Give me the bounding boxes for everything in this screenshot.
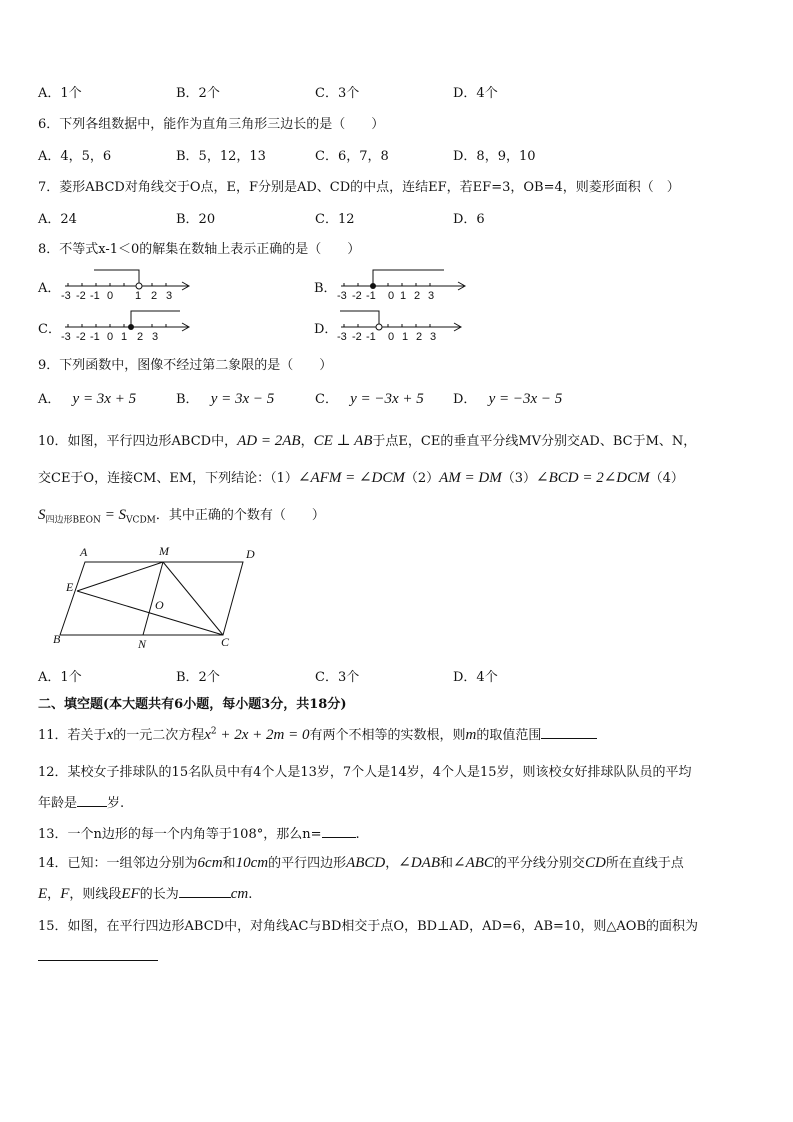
tick-label: -1 <box>366 290 376 302</box>
formula: = S <box>100 507 127 523</box>
option-label: C． <box>315 392 338 407</box>
option-formula: y = −3x + 5 <box>350 391 424 407</box>
q10-stem-line2 <box>38 467 684 487</box>
q15-answer-line <box>38 948 158 965</box>
text: ，则线段 <box>69 887 122 902</box>
q11-stem <box>38 724 597 744</box>
tick-label: 1 <box>121 331 128 343</box>
formula: S <box>38 507 46 523</box>
formula: CD <box>584 855 606 871</box>
formula: ∠BCD = 2∠DCM <box>536 470 650 486</box>
superscript: 2 <box>210 726 217 737</box>
tick-label: -3 <box>337 290 347 302</box>
q5-option-c: C．3个 <box>315 86 360 101</box>
text: 年龄是 <box>38 796 78 811</box>
formula: ∠DAB <box>398 855 440 871</box>
answer-blank <box>38 948 158 961</box>
section-heading: 二、填空题(本大题共有6小题，每小题3分，共18分) <box>38 697 347 712</box>
q12-stem-line1: 12．某校女子排球队的15名队员中有4个人是13岁，7个人是14岁，4个人是15岁，则该校女好排球队队员的平均 <box>38 765 692 780</box>
q8-option-c-label: C． <box>38 322 61 337</box>
tick-label: 0 <box>107 290 114 302</box>
q5-option-b: B．2个 <box>176 86 220 101</box>
formula: cm <box>230 886 249 902</box>
point-label-e: E <box>66 580 74 594</box>
text: ．其中正确的个数有（ ） <box>155 508 325 523</box>
tick-label: -2 <box>352 331 362 343</box>
tick-label: 1 <box>400 290 407 302</box>
text: 的平分线分别交 <box>493 856 585 871</box>
formula: 10cm <box>235 855 269 871</box>
q8-stem: 8．不等式x-1＜0的解集在数轴上表示正确的是（ ） <box>38 242 361 257</box>
q10-stem-line3 <box>38 504 325 526</box>
tick-label: -1 <box>90 290 100 302</box>
formula: E <box>38 886 48 902</box>
formula: EF <box>121 886 140 902</box>
q14-stem-line2 <box>38 883 252 903</box>
q8-number-line-c <box>60 307 200 341</box>
q9-option-d <box>453 388 562 408</box>
formula: F <box>60 886 70 902</box>
text: 和 <box>440 856 454 871</box>
q15-stem: 15．如图，在平行四边形ABCD中，对角线AC与BD相交于点O，BD⊥AD，AD=6，AB=10，则△AOB的面积为 <box>38 919 699 934</box>
text: 和 <box>222 856 236 871</box>
tick-label: -2 <box>352 290 362 302</box>
formula: ∠ABC <box>453 855 494 871</box>
q5-option-d: D．4个 <box>453 86 498 101</box>
q7-option-c: C．12 <box>315 212 355 227</box>
q12-stem-line2 <box>38 792 124 811</box>
tick-label: 0 <box>107 331 114 343</box>
formula: ∠AFM = ∠DCM <box>297 470 405 486</box>
text: 的一元二次方程 <box>113 728 205 743</box>
q6-option-d: D．8，9，10 <box>453 149 536 164</box>
text: 岁. <box>107 796 125 811</box>
q7-option-a: A．24 <box>38 212 77 227</box>
text: 有两个不相等的实数根，则 <box>309 728 466 743</box>
tick-label: 0 <box>388 290 395 302</box>
q7-stem: 7．菱形ABCD对角线交于O点，E，F分别是AD、CD的中点，连结EF，若EF=3，OB=4，则菱形面积（ ） <box>38 180 680 195</box>
formula: CE ⊥ AB <box>313 433 373 449</box>
option-label: A． <box>38 392 61 407</box>
answer-blank <box>541 726 597 739</box>
tick-label: 3 <box>430 331 437 343</box>
formula: x <box>204 727 211 743</box>
tick-label: -2 <box>76 331 86 343</box>
subscript: VCDM <box>126 515 156 526</box>
formula: x <box>106 727 114 743</box>
q7-option-b: B．20 <box>176 212 216 227</box>
q8-number-line-b <box>336 266 476 300</box>
q10-stem-line1 <box>38 430 696 450</box>
formula: AD = 2AB <box>237 433 301 449</box>
option-label: D． <box>453 392 477 407</box>
text: 的取值范围 <box>476 728 542 743</box>
option-label: B． <box>176 392 199 407</box>
text: （3） <box>501 471 537 486</box>
q9-option-c <box>315 388 424 408</box>
tick-label: 1 <box>402 331 409 343</box>
tick-label: 3 <box>152 331 159 343</box>
tick-label: 2 <box>416 331 423 343</box>
point-label-d: D <box>246 547 255 561</box>
q10-parallelogram-figure <box>50 542 270 654</box>
text: （2） <box>404 471 440 486</box>
q8-number-line-d <box>336 307 476 341</box>
tick-label: -3 <box>61 290 71 302</box>
tick-label: -2 <box>76 290 86 302</box>
point-label-n: N <box>138 637 147 651</box>
tick-label: -1 <box>90 331 100 343</box>
q6-option-b: B．5，12，13 <box>176 149 266 164</box>
point-label-a: A <box>80 545 88 559</box>
text: 交CE于O，连接CM、EM，下列结论：（1） <box>38 471 298 486</box>
option-formula: y = 3x − 5 <box>210 391 275 407</box>
q8-option-d-label: D． <box>314 322 338 337</box>
q6-option-c: C．6，7，8 <box>315 149 389 164</box>
q8-number-line-a <box>60 266 200 300</box>
point-label-b: B <box>53 632 61 646</box>
text: 的长为 <box>139 887 179 902</box>
text: 10．如图，平行四边形ABCD中， <box>38 434 238 449</box>
text: 14．已知：一组邻边分别为 <box>38 856 198 871</box>
text: 所在直线于点 <box>605 856 684 871</box>
answer-blank <box>322 825 356 838</box>
text: 的平行四边形 <box>268 856 347 871</box>
subscript: 四边形BEON <box>45 515 101 526</box>
q14-stem-line1 <box>38 852 684 872</box>
q8-option-b-label: B． <box>314 281 337 296</box>
tick-label: 2 <box>151 290 158 302</box>
text: 于点E，CE的垂直平分线MV分别交AD、BC于M、N， <box>372 434 697 449</box>
tick-label: 0 <box>388 331 395 343</box>
formula: 6cm <box>197 855 223 871</box>
option-formula: y = 3x + 5 <box>72 391 137 407</box>
text: ， <box>47 887 61 902</box>
tick-label: 2 <box>414 290 421 302</box>
text: ， <box>300 434 314 449</box>
point-label-m: M <box>159 544 169 558</box>
text: 11．若关于 <box>38 728 107 743</box>
q8-option-a-label: A． <box>38 281 61 296</box>
tick-label: 3 <box>428 290 435 302</box>
tick-label: -3 <box>61 331 71 343</box>
formula: AM = DM <box>439 470 502 486</box>
text: ， <box>385 856 399 871</box>
tick-label: -1 <box>366 331 376 343</box>
q13-stem <box>38 823 360 842</box>
point-label-o: O <box>155 598 164 612</box>
formula: + 2x + 2m = 0 <box>216 727 310 743</box>
q9-option-a <box>38 388 136 408</box>
q9-option-b <box>176 388 274 408</box>
q10-option-b: B．2个 <box>176 670 220 685</box>
q10-option-a: A．1个 <box>38 670 82 685</box>
formula: m <box>465 727 477 743</box>
text: . <box>248 887 253 902</box>
q7-option-d: D．6 <box>453 212 485 227</box>
q6-option-a: A．4，5，6 <box>38 149 112 164</box>
tick-label: 3 <box>166 290 173 302</box>
q10-option-d: D．4个 <box>453 670 498 685</box>
formula: ABCD <box>346 855 386 871</box>
point-label-c: C <box>221 635 230 649</box>
text: . <box>355 827 360 842</box>
tick-label: -3 <box>337 331 347 343</box>
q6-stem: 6．下列各组数据中，能作为直角三角形三边长的是（ ） <box>38 117 385 132</box>
text: 13．一个n边形的每一个内角等于108°，那么n= <box>38 827 322 842</box>
text: （4） <box>649 471 684 486</box>
tick-label: 2 <box>137 331 144 343</box>
tick-label: 1 <box>135 290 142 302</box>
answer-blank <box>77 794 107 807</box>
option-formula: y = −3x − 5 <box>488 391 563 407</box>
answer-blank <box>179 885 231 898</box>
q9-stem: 9．下列函数中，图像不经过第二象限的是（ ） <box>38 358 333 373</box>
q10-option-c: C．3个 <box>315 670 360 685</box>
q5-option-a: A．1个 <box>38 86 82 101</box>
